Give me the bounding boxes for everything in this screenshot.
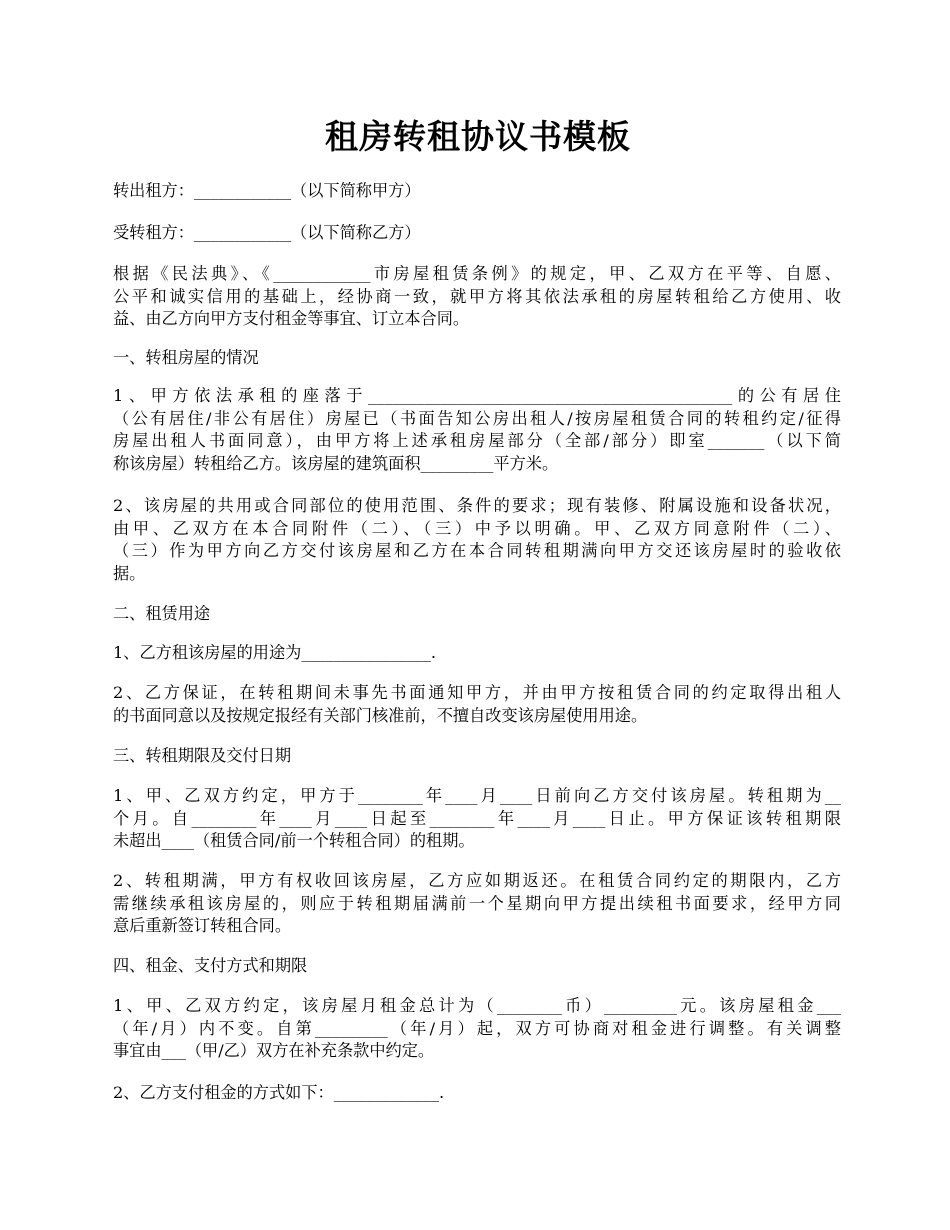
preamble-line: 根据《民法典》、《____________市房屋租赁条例》的规定，甲、乙双方在平等、自愿、 xyxy=(113,264,841,283)
clause-line: 未超出____（租赁合同/前一个转租合同）的租期。 xyxy=(113,831,475,850)
party-lessor: 转出租方：____________（以下简称甲方） xyxy=(113,181,421,200)
section-heading-4: 四、租金、支付方式和期限 xyxy=(113,956,308,975)
document-title: 租房转租协议书模板 xyxy=(325,117,631,156)
section3-clause2 xyxy=(113,870,841,938)
section1-clause2 xyxy=(113,495,841,585)
section-heading-2: 二、租赁用途 xyxy=(113,604,211,623)
clause-line: 的书面同意以及按规定报经有关部门核准前，不擅自改变该房屋使用用途。 xyxy=(113,705,648,725)
section2-clause2 xyxy=(113,682,841,727)
clause-line: 2、转租期满，甲方有权收回该房屋，乙方应如期返还。在租赁合同约定的期限内，乙方 xyxy=(113,871,841,890)
clause-line: 个月。自________年____月____日起至________年____月____日止。甲方保证该转租期限 xyxy=(113,808,841,828)
clause-line: 1、甲、乙双方约定，甲方于________年____月____日前向乙方交付该房屋。转租期为__ xyxy=(113,786,841,805)
clause-line: 2、乙方保证，在转租期间未事先书面通知甲方，并由甲方按租赁合同的约定取得出租人 xyxy=(113,683,841,702)
clause-line: 事宜由___（甲/乙）双方在补充条款中约定。 xyxy=(113,1041,435,1060)
preamble-line: 公平和诚实信用的基础上，经协商一致，就甲方将其依法承租的房屋转租给乙方使用、收 xyxy=(113,286,841,306)
section2-clause1: 1、乙方租该房屋的用途为________________. xyxy=(113,643,437,662)
clause-line: 意后重新签订转租合同。 xyxy=(113,916,292,935)
clause-line: 由甲、乙双方在本合同附件（二）、（三）中予以明确。甲、乙双方同意附件（二）、 xyxy=(113,518,841,538)
clause-line: 2、该房屋的共用或合同部位的使用范围、条件的要求；现有装修、附属设施和设备状况， xyxy=(113,496,841,515)
clause-line: （三）作为甲方向乙方交付该房屋和乙方在本合同转租期满向甲方交还该房屋时的验收依 xyxy=(113,541,841,560)
clause-line: 房屋出租人书面同意），由甲方将上述承租房屋部分（全部/部分）即室_______（以下简 xyxy=(113,431,841,450)
section3-clause1 xyxy=(113,785,841,853)
section1-clause1 xyxy=(113,385,841,475)
section4-clause2: 2、乙方支付租金的方式如下：_____________. xyxy=(113,1083,445,1102)
clause-line: 1、甲方依法承租的座落于_____________________________________________的公有居住 xyxy=(113,386,841,405)
clause-line: 1、甲、乙双方约定，该房屋月租金总计为（________币）_________元。该房屋租金___ xyxy=(113,996,841,1015)
section4-clause1 xyxy=(113,995,841,1063)
preamble-line: 益、由乙方向甲方支付租金等事宜、订立本合同。 xyxy=(113,309,470,328)
clause-line: 称该房屋）转租给乙方。该房屋的建筑面积_________平方米。 xyxy=(113,453,559,473)
section-heading-3: 三、转租期限及交付日期 xyxy=(113,746,292,765)
clause-line: （年/月）内不变。自第_________（年/月）起，双方可协商对租金进行调整。有关调整 xyxy=(113,1018,841,1038)
clause-line: 据。 xyxy=(113,563,146,583)
clause-line: （公有居住/非公有居住）房屋已（书面告知公房出租人/按房屋租赁合同的转租约定/征得 xyxy=(113,408,841,428)
section-heading-1: 一、转租房屋的情况 xyxy=(113,348,259,367)
preamble-paragraph xyxy=(113,263,841,331)
clause-line: 需继续承租该房屋的，则应于转租期届满前一个星期向甲方提出续租书面要求，经甲方同 xyxy=(113,893,841,913)
party-lessee: 受转租方：____________（以下简称乙方） xyxy=(113,223,421,242)
